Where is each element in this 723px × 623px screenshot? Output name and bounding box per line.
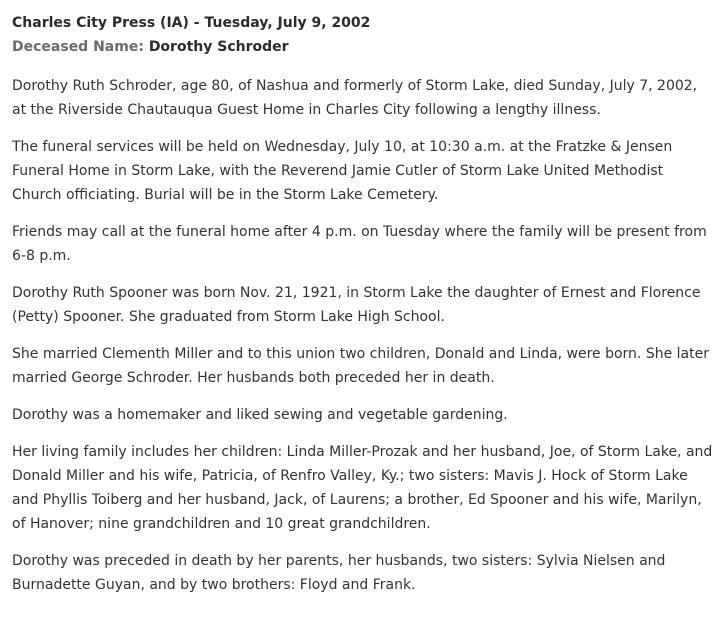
paragraph-funeral-services: The funeral services will be held on Wednesday, July 10, at 10:30 a.m. at the Fratzke & Jensen Funeral Home in Storm Lake, with the Reverend Jamie Cutler of Storm Lake United Methodist Church officiating. Burial will be in the Storm Lake Cemetery. <box>12 139 673 203</box>
paragraph-visitation: Friends may call at the funeral home after 4 p.m. on Tuesday where the family will be present from 6-8 p.m. <box>12 224 707 264</box>
paragraph-preceded-in-death: Dorothy was preceded in death by her parents, her husbands, two sisters: Sylvia Nielsen and Burnadette Guyan, and by two brothers: Floyd and Frank. <box>12 553 666 593</box>
paragraph-birth: Dorothy Ruth Spooner was born Nov. 21, 1921, in Storm Lake the daughter of Ernest and Florence (Petty) Spooner. She graduated from Storm Lake High School. <box>12 285 701 325</box>
obituary-body <box>12 74 713 597</box>
paragraph-hobbies: Dorothy was a homemaker and liked sewing and vegetable gardening. <box>12 407 508 423</box>
publication-source: Charles City Press (IA) - Tuesday, July 9, 2002 <box>12 15 371 31</box>
paragraph-death-notice: Dorothy Ruth Schroder, age 80, of Nashua and formerly of Storm Lake, died Sunday, July 7, 2002, at the Riverside Chautauqua Guest Home in Charles City following a lengthy illness. <box>12 78 698 118</box>
deceased-label: Deceased Name: <box>12 39 144 55</box>
deceased-line <box>12 35 713 59</box>
deceased-name: Dorothy Schroder <box>148 39 289 55</box>
paragraph-marriage: She married Clementh Miller and to this union two children, Donald and Linda, were born. She later married George Schroder. Her husbands both preceded her in death. <box>12 346 709 386</box>
paragraph-survivors: Her living family includes her children: Linda Miller-Prozak and her husband, Joe, of Storm Lake, and Donald Miller and his wife, Patricia, of Renfro Valley, Ky.; two sisters: Mavis J. Hock of Storm Lake and Phyllis Toiberg and her husband, Jack, of Laurens; a brother, Ed Spooner and his wife, Marilyn, of Hanover; nine grandchildren and 10 great grandchildren. <box>12 444 713 532</box>
